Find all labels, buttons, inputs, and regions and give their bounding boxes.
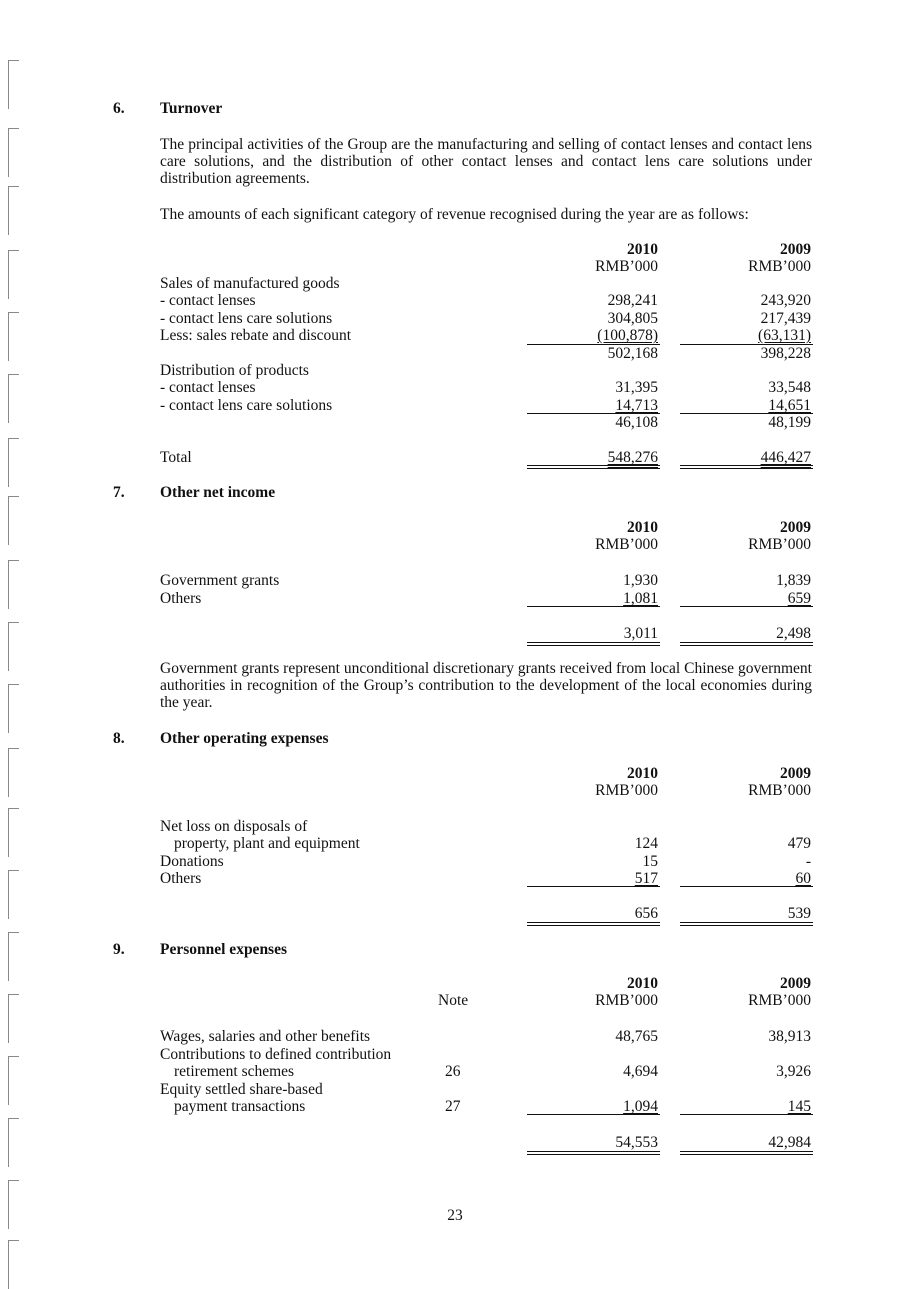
row-value: (100,878) (597, 327, 658, 344)
row-label: Others (160, 590, 202, 607)
underline-rule (527, 886, 660, 887)
section-number: 6. (113, 100, 125, 117)
double-rule (527, 645, 660, 646)
double-rule (527, 922, 660, 923)
row-value: 31,395 (615, 379, 658, 396)
unit-header: RMB’000 (595, 992, 658, 1009)
double-rule (527, 925, 660, 926)
row-value: - (805, 853, 811, 870)
underline-rule (680, 886, 813, 887)
double-rule (680, 645, 813, 646)
row-label: property, plant and equipment (174, 835, 360, 852)
page-number: 23 (447, 1207, 463, 1224)
row-value: 145 (787, 1098, 811, 1115)
row-label: Equity settled share-based (160, 1081, 323, 1098)
unit-header: RMB’000 (595, 782, 658, 799)
paragraph: The amounts of each significant category of revenue recognised during the year are as follows: (160, 206, 749, 223)
underline-rule (680, 606, 813, 607)
total-label: Total (160, 449, 192, 466)
row-value: 14,713 (615, 397, 658, 414)
year-header: 2009 (780, 765, 811, 782)
underline-rule (527, 1114, 660, 1115)
year-header: 2010 (627, 241, 658, 258)
row-label: Net loss on disposals of (160, 818, 308, 835)
row-label: Donations (160, 853, 224, 870)
underline-rule (680, 1114, 813, 1115)
double-rule (680, 642, 813, 643)
double-rule (680, 468, 813, 469)
row-label: Others (160, 870, 202, 887)
total-value: 548,276 (607, 449, 658, 466)
row-value: 1,839 (776, 572, 811, 589)
row-label: - contact lens care solutions (160, 397, 333, 414)
total-value: 54,553 (615, 1134, 658, 1151)
subtotal-value: 48,199 (768, 414, 811, 431)
double-rule (527, 468, 660, 469)
row-label: - contact lens care solutions (160, 310, 333, 327)
double-rule (680, 1154, 813, 1155)
row-label: Wages, salaries and other benefits (160, 1028, 371, 1045)
note-ref: 26 (445, 1063, 461, 1080)
row-value: (63,131) (758, 327, 811, 344)
note-header: Note (438, 992, 469, 1009)
row-label: Contributions to defined contribution (160, 1046, 392, 1063)
total-value: 42,984 (768, 1134, 811, 1151)
row-value: 3,926 (776, 1063, 811, 1080)
row-label: payment transactions (174, 1098, 306, 1115)
group-label: Distribution of products (160, 362, 309, 379)
row-value: 304,805 (607, 310, 658, 327)
paragraph: Government grants represent unconditional discretionary grants received from local Chinese government authorities in recognition of the Group’s contribution to the development of the local economies during the year. (160, 660, 812, 711)
section-title: Turnover (160, 100, 223, 117)
unit-header: RMB’000 (595, 536, 658, 553)
year-header: 2010 (627, 765, 658, 782)
row-value: 1,930 (623, 572, 658, 589)
row-value: 298,241 (607, 292, 658, 309)
double-rule (527, 1154, 660, 1155)
row-value: 15 (642, 853, 658, 870)
unit-header: RMB’000 (748, 536, 811, 553)
row-value: 517 (634, 870, 658, 887)
underline-rule (527, 606, 660, 607)
double-rule (680, 922, 813, 923)
total-value: 656 (634, 905, 658, 922)
row-label: Less: sales rebate and discount (160, 327, 352, 344)
unit-header: RMB’000 (748, 992, 811, 1009)
total-value: 539 (787, 905, 811, 922)
total-value: 446,427 (760, 449, 811, 466)
unit-header: RMB’000 (748, 258, 811, 275)
row-value: 217,439 (760, 310, 811, 327)
section-number: 8. (113, 730, 125, 747)
row-value: 14,651 (768, 397, 811, 414)
unit-header: RMB’000 (748, 782, 811, 799)
row-value: 4,694 (623, 1063, 658, 1080)
year-header: 2009 (780, 975, 811, 992)
double-rule (680, 925, 813, 926)
subtotal-value: 398,228 (760, 345, 811, 362)
total-value: 3,011 (623, 625, 658, 642)
row-value: 243,920 (760, 292, 811, 309)
double-rule (680, 465, 813, 466)
row-label: - contact lenses (160, 292, 256, 309)
note-ref: 27 (445, 1098, 461, 1115)
double-rule (527, 1151, 660, 1152)
paragraph: The principal activities of the Group are the manufacturing and selling of contact lenses and contact lens care solutions, and the distribution of other contact lenses and contact lens care solutions under distribution agreements. (160, 136, 812, 187)
row-label: - contact lenses (160, 379, 256, 396)
total-value: 2,498 (776, 625, 811, 642)
row-value: 60 (795, 870, 811, 887)
double-rule (527, 465, 660, 466)
row-value: 479 (787, 835, 811, 852)
row-value: 1,094 (623, 1098, 658, 1115)
double-rule (527, 642, 660, 643)
row-value: 124 (634, 835, 658, 852)
double-rule (680, 1151, 813, 1152)
row-value: 38,913 (768, 1028, 811, 1045)
group-label: Sales of manufactured goods (160, 275, 340, 292)
year-header: 2010 (627, 519, 658, 536)
subtotal-value: 46,108 (615, 414, 658, 431)
row-value: 33,548 (768, 379, 811, 396)
row-value: 1,081 (623, 590, 658, 607)
row-label: retirement schemes (174, 1063, 295, 1080)
section-title: Personnel expenses (160, 941, 288, 958)
section-number: 9. (113, 941, 125, 958)
year-header: 2009 (780, 519, 811, 536)
unit-header: RMB’000 (595, 258, 658, 275)
row-label: Government grants (160, 572, 280, 589)
year-header: 2009 (780, 241, 811, 258)
row-value: 48,765 (615, 1028, 658, 1045)
subtotal-value: 502,168 (607, 345, 658, 362)
year-header: 2010 (627, 975, 658, 992)
section-title: Other net income (160, 484, 276, 501)
section-number: 7. (113, 484, 125, 501)
row-value: 659 (787, 590, 811, 607)
section-title: Other operating expenses (160, 730, 329, 747)
